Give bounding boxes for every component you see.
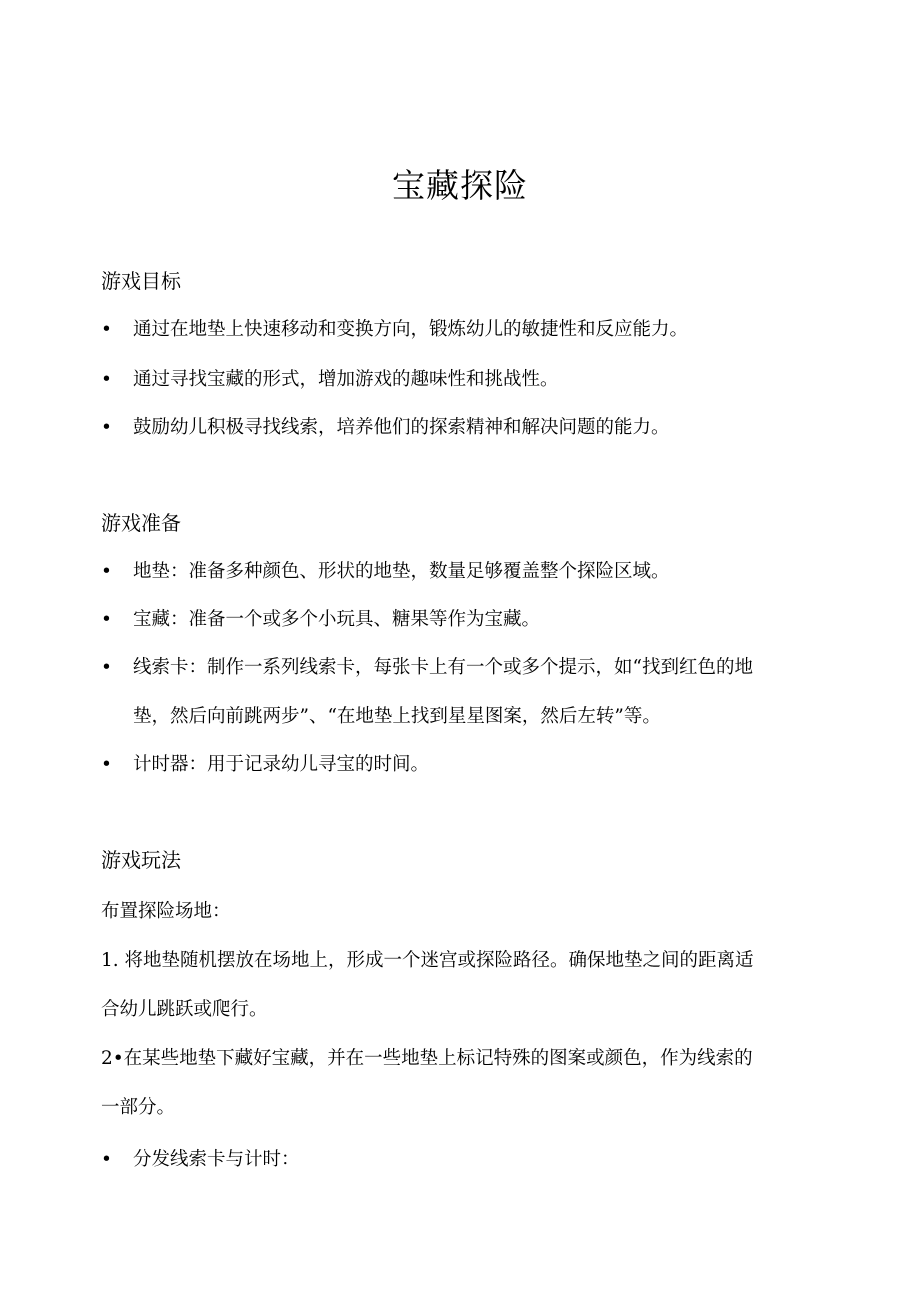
paragraph-line: 1. 将地垫随机摆放在场地上，形成一个迷宫或探险路径。确保地垫之间的距离适 bbox=[101, 950, 754, 971]
list-item-text: 通过寻找宝藏的形式，增加游戏的趣味性和挑战性。 bbox=[133, 369, 559, 390]
section-heading-goals: 游戏目标 bbox=[101, 269, 181, 293]
bullet-icon: • bbox=[101, 369, 112, 390]
list-item-text: 计时器：用于记录幼儿寻宝的时间。 bbox=[133, 754, 430, 775]
list-item-text: 分发线索卡与计时： bbox=[133, 1149, 300, 1170]
list-item-text: 通过在地垫上快速移动和变换方向，锻炼幼儿的敏捷性和反应能力。 bbox=[133, 319, 689, 340]
list-item-text: 鼓励幼儿积极寻找线索，培养他们的探索精神和解决问题的能力。 bbox=[133, 417, 670, 438]
bullet-icon: • bbox=[101, 754, 112, 775]
bullet-icon: • bbox=[101, 561, 112, 582]
paragraph-line: 合幼儿跳跃或爬行。 bbox=[101, 999, 268, 1020]
subheading: 布置探险场地： bbox=[101, 901, 231, 922]
bullet-icon: • bbox=[101, 319, 112, 340]
paragraph-line: 一部分。 bbox=[101, 1097, 176, 1118]
list-item-text: 地垫：准备多种颜色、形状的地垫，数量足够覆盖整个探险区域。 bbox=[133, 561, 670, 582]
section-heading-play: 游戏玩法 bbox=[101, 848, 181, 872]
bullet-icon: • bbox=[101, 417, 112, 438]
list-item-continuation: 垫，然后向前跳两步”、“在地垫上找到星星图案，然后左转”等。 bbox=[133, 706, 661, 727]
section-heading-prep: 游戏准备 bbox=[101, 511, 181, 535]
bullet-icon: • bbox=[101, 609, 112, 630]
bullet-icon: • bbox=[101, 657, 112, 678]
list-item-text: 线索卡：制作一系列线索卡，每张卡上有一个或多个提示，如“找到红色的地 bbox=[133, 657, 753, 678]
paragraph-line: 2•在某些地垫下藏好宝藏，并在一些地垫上标记特殊的图案或颜色，作为线索的 bbox=[101, 1048, 753, 1069]
list-item-text: 宝藏：准备一个或多个小玩具、糖果等作为宝藏。 bbox=[133, 609, 541, 630]
bullet-icon: • bbox=[101, 1149, 112, 1170]
document-title: 宝藏探险 bbox=[392, 166, 528, 205]
